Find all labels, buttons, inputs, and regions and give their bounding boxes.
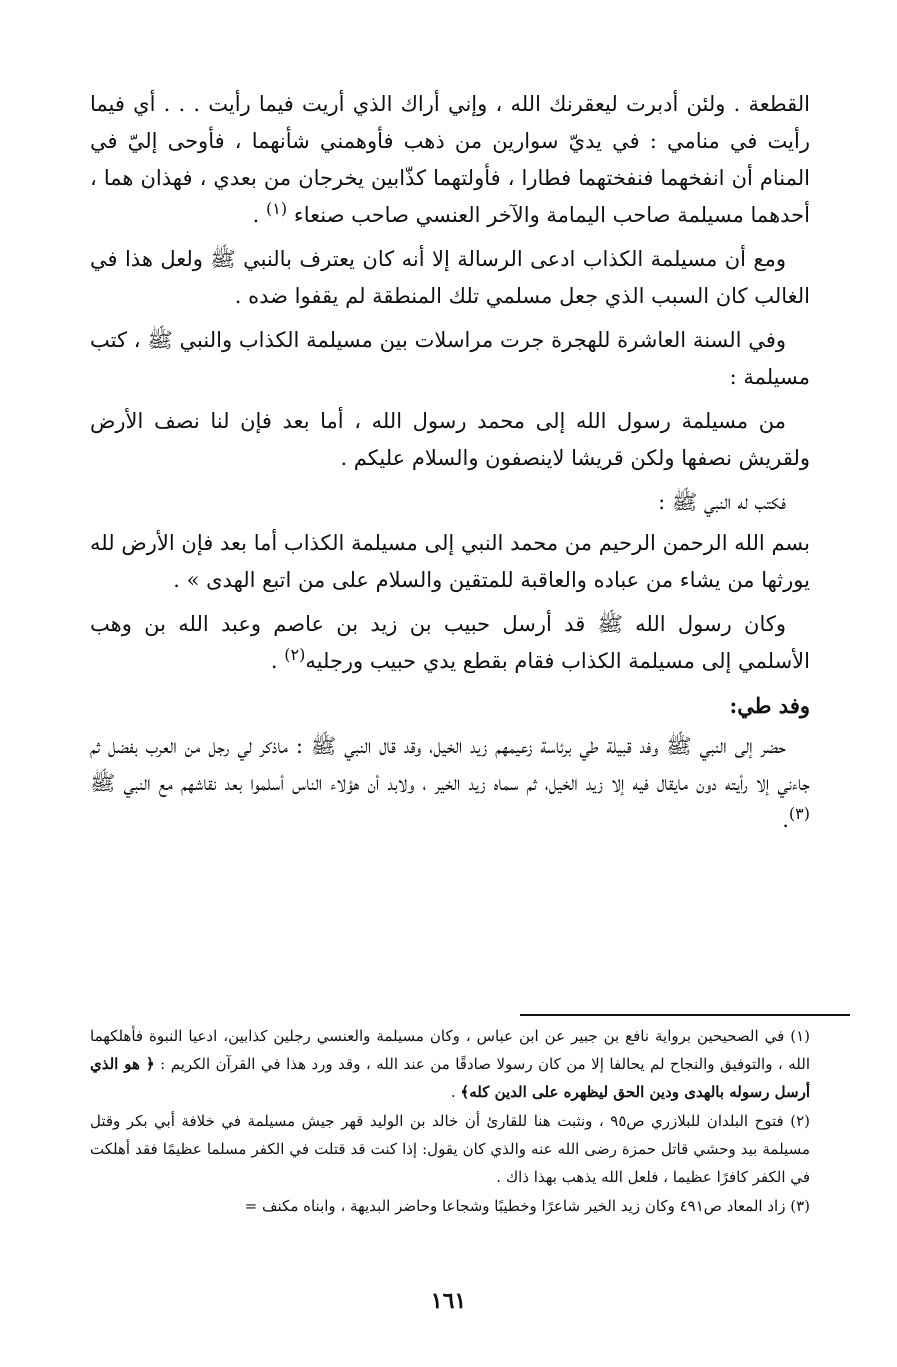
paragraph-8-text: حضر إلى النبي ﷺ وفد قبيلة طي برئاسة زعيمهم زيد الخيل، وقد قال النبي ﷺ : ماذكر لي رجل من العرب بفضل ثم جاءني إلا رأيته دون مايقال فيه إلا زيد الخيل، ثم سماه زيد الخير ، ولابد أن هؤلاء الناس أسلموا بعد نقاشهم مع النبي ﷺ: [90, 734, 810, 795]
paragraph-3: وفي السنة العاشرة للهجرة جرت مراسلات بين مسيلمة الكذاب والنبي ﷺ ، كتب مسيلمة :: [90, 328, 810, 389]
footnote-ref-3: (٣): [788, 804, 810, 823]
footnote-1-text: (١) في الصحيحين برواية نافع بن جبير عن ابن عباس ، وكان مسيلمة والعنسي رجلين كذابين، ادعيا النبوة فأهلكهما الله ، والتوفيق والنجاح لم يحالفا إلا من كان رسولا صادقًا من عند الله ، وقد ورد هذا في القرآن الكريم :: [90, 1027, 810, 1073]
paragraph-7: [90, 606, 810, 680]
footnote-2: (٢) فتوح البلدان للبلازري ص٩٥ ، ونثبت هنا للقارئ أن خالد بن الوليد قهر جيش مسيلمة في خلافة أبي بكر وقتل مسيلمة بيد وحشي قاتل حمزة رضى الله عنه والذي كان يقول: إذا كنت قد قتلت في الكفر مسلما عظيمًا فقد أهلكت في الكفر كافرًا عظيما ، فلعل الله يذهب بهذا ذاك .: [90, 1112, 811, 1186]
paragraph-5: فكتب له النبي ﷺ :: [658, 490, 786, 514]
paragraph-4: من مسيلمة رسول الله إلى محمد رسول الله ، أما بعد فإن لنا نصف الأرض ولقريش نصفها ولكن قريشا لاينصفون والسلام عليكم .: [90, 409, 810, 470]
footnote-separator: [520, 1014, 850, 1016]
paragraph-1: [90, 86, 810, 234]
paragraph-2: ومع أن مسيلمة الكذاب ادعى الرسالة إلا أنه كان يعترف بالنبي ﷺ ولعل هذا في الغالب كان السبب الذي جعل مسلمي تلك المنطقة لم يقفوا ضده .: [90, 247, 810, 308]
paragraph-1-text: القطعة . ولئن أدبرت ليعقرنك الله ، وإني أراك الذي أريت فيما رأيت . . . أي فيما رأيت في منامي : في يديّ سوارين من ذهب فأوهمني شأنهما ، فأوحى إليّ في المنام أن انفخهما فنفختهما فطارا ، فأولتهما كذّابين يخرجان من بعدي ، فهذان هما ، أحدهما مسيلمة صاحب اليمامة والآخر العنسي صاحب صنعاء: [90, 92, 810, 227]
paragraph-8-end: .: [782, 808, 789, 832]
paragraph-6: بسم الله الرحمن الرحيم من محمد النبي إلى مسيلمة الكذاب أما بعد فإن الأرض لله يورثها من يشاء من عباده والعاقبة للمتقين والسلام على من اتبع الهدى » .: [90, 531, 810, 592]
paragraph-7-end: .: [270, 649, 278, 673]
footnote-1: [90, 1022, 810, 1106]
page-number: ١٦١: [430, 1288, 467, 1314]
paragraph-8: [90, 728, 810, 839]
footnote-1-quran-verse: ﴿ هو الذي أرسل رسوله بالهدى ودين الحق ليظهره على الدين كله﴾: [90, 1055, 810, 1101]
section-heading: وفد طي:: [729, 693, 810, 718]
footnote-ref-1: (١): [266, 199, 288, 218]
footnote-3: (٣) زاد المعاد ص٤٩١ وكان زيد الخير شاعرًا وخطيبًا وشجاعا وحاضر البديهة ، وابناه مكنف =: [244, 1197, 810, 1215]
footnote-1-end: .: [450, 1083, 456, 1101]
footnote-ref-2: (٢): [284, 645, 306, 664]
main-text: [90, 86, 810, 846]
paragraph-1-end: .: [252, 203, 260, 227]
paragraph-7-text: وكان رسول الله ﷺ قد أرسل حبيب بن زيد بن عاصم وعبد الله بن وهب الأسلمي إلى مسيلمة الكذاب فقام بقطع يدي حبيب ورجليه: [90, 612, 810, 673]
footnotes: [90, 1022, 810, 1221]
